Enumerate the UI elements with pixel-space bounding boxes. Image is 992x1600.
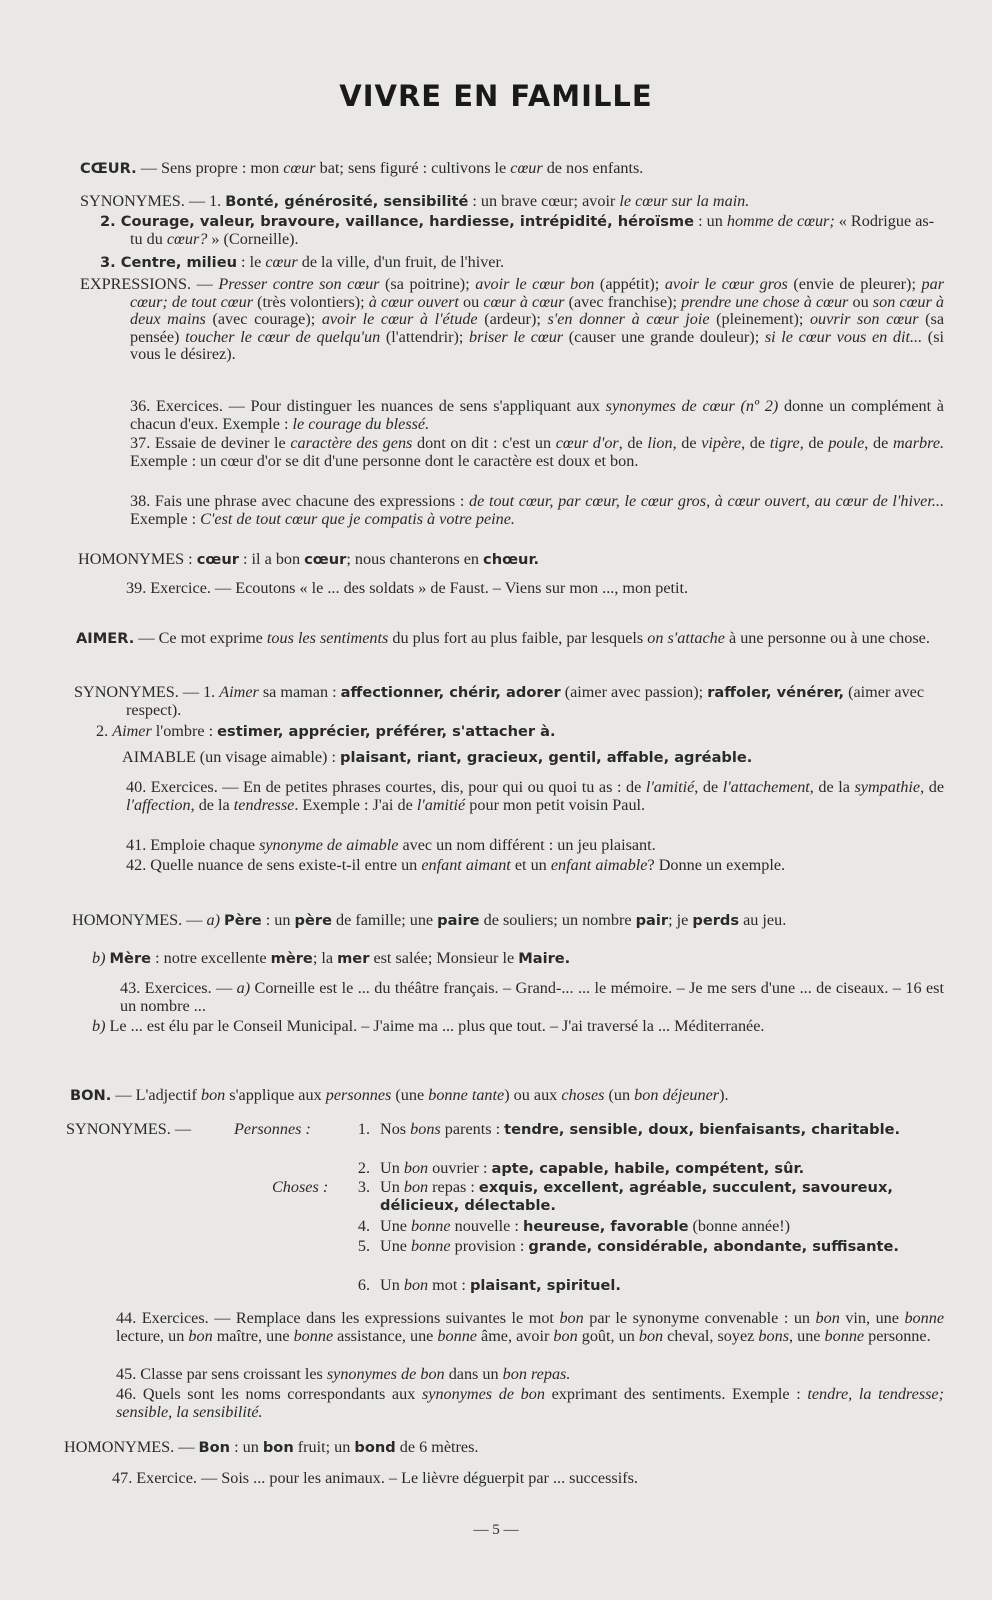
bon-synonym-row-2: 2. Un bon ouvrier : apte, capable, habile, compétent, sûr. xyxy=(357,1159,805,1177)
personnes-label: Personnes : xyxy=(234,1120,311,1138)
page-number: — 5 — xyxy=(473,1522,519,1538)
bon-synonym-row-1: 1. Nos bons parents : tendre, sensible, doux, bienfaisants, charitable. xyxy=(357,1120,901,1138)
aimer-definition: AIMER. — Ce mot exprime tous les sentiments du plus fort au plus faible, par lesquels on s'attache à une personne ou à une chose. xyxy=(76,629,930,647)
page-title: VIVRE EN FAMILLE xyxy=(339,79,653,113)
exercise-46: 46. Quels sont les noms correspondants aux synonymes de bon exprimant des sentiments. Exemple : tendre, la tendresse; sensible, la sensibilité. xyxy=(116,1385,944,1421)
aimer-synonym-1: SYNONYMES. — 1. Aimer sa maman : affectionner, chérir, adorer (aimer avec passion); raffoler, vénérer, (aimer avec respect). xyxy=(74,683,925,719)
exercise-43-a: 43. Exercices. — a) Corneille est le ... du théâtre français. – Grand-... ... le mémoire. – Je me sers d'une ... de ciseaux. – 16 est un nombre ... xyxy=(120,979,944,1015)
exercise-39: 39. Exercice. — Ecoutons « le ... des soldats » de Faust. – Viens sur mon ..., mon petit. xyxy=(126,579,689,597)
exercise-42: 42. Quelle nuance de sens existe-t-il entre un enfant aimant et un enfant aimable? Donne un exemple. xyxy=(126,856,786,874)
aimer-head-word: AIMER. xyxy=(76,630,135,647)
coeur-synonym-3: 3. Centre, milieu : le cœur de la ville, d'un fruit, de l'hiver. xyxy=(100,253,505,271)
choses-label: Choses : xyxy=(272,1178,329,1196)
coeur-head-word: CŒUR. xyxy=(80,160,137,177)
aimer-homonymes-b: b) Mère : notre excellente mère; la mer est salée; Monsieur le Maire. xyxy=(92,949,571,967)
coeur-synonym-1: SYNONYMES. — 1. Bonté, générosité, sensibilité : un brave cœur; avoir le cœur sur la main. xyxy=(80,192,750,210)
bon-synonym-row-4: 4. Une bonne nouvelle : heureuse, favorable (bonne année!) xyxy=(357,1217,791,1235)
exercise-41: 41. Emploie chaque synonyme de aimable avec un nom différent : un jeu plaisant. xyxy=(126,836,656,854)
aimable-synonyms: AIMABLE (un visage aimable) : plaisant, riant, gracieux, gentil, affable, agréable. xyxy=(122,748,753,766)
bon-synonym-row-5: 5. Une bonne provision : grande, considérable, abondante, suffisante. xyxy=(357,1237,899,1255)
bon-definition: BON. — L'adjectif bon s'applique aux personnes (une bonne tante) ou aux choses (un bon déjeuner). xyxy=(70,1086,729,1104)
coeur-expressions: EXPRESSIONS. — Presser contre son cœur (sa poitrine); avoir le cœur bon (appétit); avoir le cœur gros (envie de pleurer); par cœur; de tout cœur (très volontiers); à cœur ouvert ou cœur à cœur (avec franchise); prendre une chose à cœur ou son cœur à deux mains (avec courage); avoir le cœur à l'étude (ardeur); s'en donner à cœur joie (pleinement); ouvrir son cœur (sa pensée) toucher le cœur de quelqu'un (l'attendrir); briser le cœur (causer une grande douleur); si le cœur vous en dit... (si vous le désirez). xyxy=(80,275,945,363)
coeur-definition: CŒUR. — Sens propre : mon cœur bat; sens figuré : cultivons le cœur de nos enfants. xyxy=(80,159,644,177)
coeur-synonym-2: 2. Courage, valeur, bravoure, vaillance, hardiesse, intrépidité, héroïsme : un homme de cœur; « Rodrigue as-tu du cœur? » (Corneille). xyxy=(100,212,935,248)
exercise-38: 38. Fais une phrase avec chacune des expressions : de tout cœur, par cœur, le cœur gros, à cœur ouvert, au cœur de l'hiver... Exemple : C'est de tout cœur que je compatis à votre peine. xyxy=(130,492,944,528)
exercise-44: 44. Exercices. — Remplace dans les expressions suivantes le mot bon par le synonyme convenable : un bon vin, une bonne lecture, un bon maître, une bonne assistance, une bonne âme, avoir bon goût, un bon cheval, soyez bons, une bonne personne. xyxy=(116,1309,945,1345)
bon-head-word: BON. xyxy=(70,1087,112,1104)
bon-synonym-row-3: 3. Un bon repas : exquis, excellent, agréable, succulent, savoureux, délicieux, délectable. xyxy=(357,1178,893,1214)
aimer-homonymes-a: HOMONYMES. — a) Père : un père de famille; une paire de souliers; un nombre pair; je perds au jeu. xyxy=(72,911,787,929)
exercise-45: 45. Classe par sens croissant les synonymes de bon dans un bon repas. xyxy=(116,1365,571,1383)
exercise-47: 47. Exercice. — Sois ... pour les animaux. – Le lièvre déguerpit par ... successifs. xyxy=(112,1469,638,1487)
bon-homonymes: HOMONYMES. — Bon : un bon fruit; un bond de 6 mètres. xyxy=(64,1438,479,1456)
exercise-36: 36. Exercices. — Pour distinguer les nuances de sens s'appliquant aux synonymes de cœur (nº 2) donne un complément à chacun d'eux. Exemple : le courage du blessé. xyxy=(130,397,944,433)
bon-synonyms-label: SYNONYMES. — xyxy=(66,1120,192,1138)
exercise-37: 37. Essaie de deviner le caractère des gens dont on dit : c'est un cœur d'or, de lion, de vipère, de tigre, de poule, de marbre. Exemple : un cœur d'or se dit d'une personne dont le caractère est doux et bon. xyxy=(130,434,945,470)
exercise-40: 40. Exercices. — En de petites phrases courtes, dis, pour qui ou quoi tu as : de l'amitié, de l'attachement, de la sympathie, de l'affection, de la tendresse. Exemple : J'ai de l'amitié pour mon petit voisin Paul. xyxy=(126,778,945,814)
coeur-homonymes: HOMONYMES : cœur : il a bon cœur; nous chanterons en chœur. xyxy=(78,550,540,568)
exercise-43-b: b) Le ... est élu par le Conseil Municipal. – J'aime ma ... plus que tout. – J'ai traversé la ... Méditerranée. xyxy=(92,1017,765,1035)
bon-synonym-row-6: 6. Un bon mot : plaisant, spirituel. xyxy=(357,1276,621,1294)
aimer-synonym-2: 2. Aimer l'ombre : estimer, apprécier, préférer, s'attacher à. xyxy=(96,722,556,740)
